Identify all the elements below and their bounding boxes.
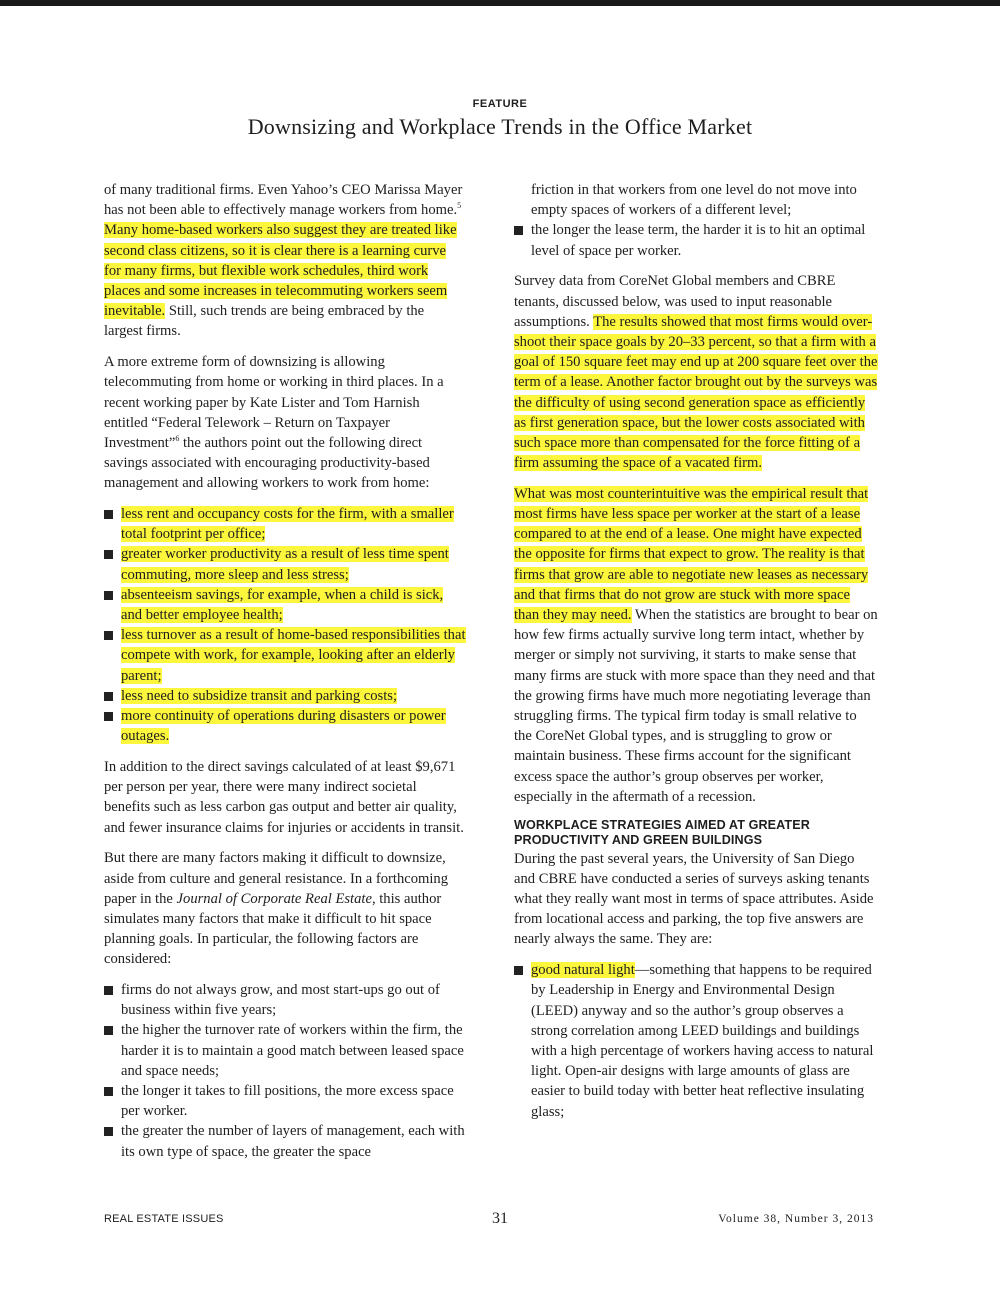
- paragraph-surveys: During the past several years, the University of San Diego and CBRE have conducted a series of surveys asking tenants what they really want most in terms of space attributes. Aside from locational access and parking, the top five answers are nearly always the same. They are:: [514, 850, 874, 948]
- highlighted-text: less turnover as a result of home-based responsibilities that compete with work, for example, looking after an elderly parent;: [121, 627, 466, 684]
- text-run: , this author simulates many factors that make it difficult to hit space planning goals. In particular, the following factors are considered:: [104, 890, 442, 968]
- highlighted-text: more continuity of operations during disasters or power outages.: [121, 708, 446, 745]
- highlighted-text: absenteeism savings, for example, when a child is sick, and better employee health;: [121, 586, 444, 624]
- attributes-list: [514, 960, 878, 1122]
- highlighted-text: What was most counterintuitive was the empirical result that most firms have less space per worker at the start of a lease compared to at the end of a lease. One might have expected the opposite for firms that expect to grow. The reality is that firms that grow are able to negotiate new leases as necessary and that firms that do not grow are stuck with more space than they may need.: [514, 485, 869, 624]
- footnote-ref: 6: [175, 434, 180, 444]
- highlighted-text: less need to subsidize transit and parking costs;: [121, 687, 398, 704]
- list-item: [104, 686, 466, 706]
- factors-list: [104, 980, 466, 1162]
- section-kicker: FEATURE: [472, 98, 528, 110]
- section-heading: WORKPLACE STRATEGIES AIMED AT GREATER PRODUCTIVITY AND GREEN BUILDINGS: [514, 817, 810, 847]
- list-item: the longer the lease term, the harder it is to hit an optimal level of space per worker.: [514, 220, 878, 260]
- text-run: But there are many factors making it difficult to downsize, aside from culture and general resistance. In a forthcoming paper in the: [104, 850, 449, 907]
- paragraph-survey-data: [514, 271, 878, 473]
- text-run: —something that happens to be required by Leadership in Energy and Environmental Design (LEED) anyway and so the author’s group observes a strong correlation among LEED buildings and buildings with a high percentage of workers having access to natural light. Open-air designs with large amounts of glass are easier to build today with better heat reflective insulating glass;: [531, 962, 874, 1120]
- list-continuation: friction in that workers from one level do not move into empty spaces of workers of a different level;: [531, 182, 857, 219]
- list-item: [104, 504, 466, 544]
- paragraph-indirect-benefits: In addition to the direct savings calculated of at least $9,671 per person per year, there were many indirect societal benefits such as less carbon gas output and better air quality, and fewer insurance claims for injuries or accidents in transit.: [104, 758, 464, 836]
- factors-list-continued: [514, 220, 878, 260]
- journal-title: Journal of Corporate Real Estate: [176, 890, 372, 907]
- text-run: Still, such trends are being embraced by the largest firms.: [104, 303, 425, 340]
- highlighted-text: less rent and occupancy costs for the firm, with a smaller total footprint per office;: [121, 506, 454, 543]
- list-item: [104, 625, 466, 686]
- list-item: the higher the turnover rate of workers within the firm, the harder it is to maintain a good match between leased space and space needs;: [104, 1020, 466, 1081]
- footer-publication: REAL ESTATE ISSUES: [104, 1213, 224, 1225]
- paragraph-counterintuitive: [514, 484, 878, 807]
- text-run: A more extreme form of downsizing is allowing telecommuting from home or working in third places. In a recent working paper by Kate Lister and Tom Harnish entitled “Federal Telework – Return on Taxpayer Investment”: [104, 354, 444, 451]
- scan-top-edge: [0, 0, 1000, 6]
- highlighted-text: good natural light: [531, 962, 635, 979]
- text-run: When the statistics are brought to bear on how few firms actually survive long term intact, whether by merger or simply not surviving, it starts to make sense that many firms are stuck with more space than they need and that the growing firms have much more negotiating leverage than struggling firms. The typical firm today is small relative to the CoreNet Global types, and is struggling to grow or maintain business. These firms account for the significant excess space the author’s group observes per worker, especially in the aftermath of a recession.: [514, 607, 878, 805]
- left-column: [104, 180, 466, 1172]
- list-item: [104, 544, 466, 584]
- footnote-ref: 5: [457, 201, 462, 211]
- list-item: the greater the number of layers of management, each with its own type of space, the greater the space: [104, 1121, 466, 1161]
- highlighted-text: Many home-based workers also suggest they are treated like second class citizens, so it is clear there is a learning curve for many firms, but flexible work schedules, third work places and some increases in telecommuting workers seem inevitable.: [104, 222, 457, 320]
- list-item: [104, 706, 466, 746]
- text-run: Survey data from CoreNet Global members and CBRE tenants, discussed below, was used to input reasonable assumptions.: [514, 273, 836, 330]
- list-item: [104, 585, 466, 625]
- footer-volume: Volume 38, Number 3, 2013: [718, 1213, 874, 1225]
- savings-list: [104, 504, 466, 746]
- highlighted-text: The results showed that most firms would over-shoot their space goals by 20–33 percent, so that a firm with a goal of 150 square feet may end up at 200 square feet over the term of a lease. Another factor brought out by the surveys was the difficulty of using second generation space as efficiently as first generation space, but the lower costs associated with such space more than compensated for the force fitting of a firm assuming the space of a vacated firm.: [514, 313, 878, 472]
- right-column: [514, 180, 878, 1132]
- text-run: of many traditional firms. Even Yahoo’s CEO Marissa Mayer has not been able to effectively manage workers from home.: [104, 182, 463, 219]
- paragraph-factors: [104, 848, 466, 969]
- paragraph-telecommuting: [104, 352, 466, 493]
- paragraph-yahoo: [104, 180, 466, 342]
- highlighted-text: greater worker productivity as a result of less time spent commuting, more sleep and less stress;: [121, 546, 449, 583]
- article-title: Downsizing and Workplace Trends in the Office Market: [247, 114, 753, 139]
- text-run: the authors point out the following direct savings associated with encouraging productivity-based management and allowing workers to work from home:: [104, 434, 430, 492]
- list-item: firms do not always grow, and most start-ups go out of business within five years;: [104, 980, 466, 1020]
- list-item: [514, 960, 878, 1122]
- page-number: 31: [492, 1210, 508, 1227]
- list-item: the longer it takes to fill positions, the more excess space per worker.: [104, 1081, 466, 1121]
